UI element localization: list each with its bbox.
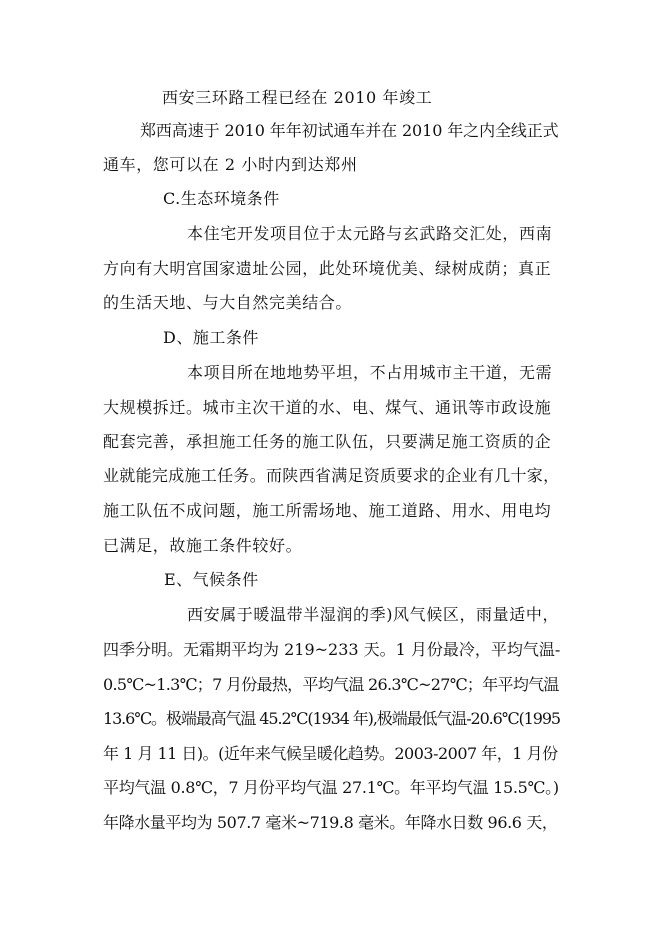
paragraph-construction-line-1: 本项目所在地地势平坦，不占用城市主干道，无需 xyxy=(187,363,553,382)
line-zhengxi-highway: 郑西高速于 2010 年年初试通车并在 2010 年之内全线正式 xyxy=(140,121,559,140)
line-ring-road: 西安三环路工程已经在 2010 年竣工 xyxy=(162,88,433,107)
section-heading-ecology: C.生态环境条件 xyxy=(163,189,280,208)
paragraph-climate-line-1: 西安属于暖温带半湿润的季)风气候区，雨量适中， xyxy=(187,605,560,624)
section-heading-climate: E、气候条件 xyxy=(164,570,259,589)
paragraph-climate-line-6: 平均气温 0.8℃，7 月份平均气温 27.1℃。年平均气温 15.5℃。) xyxy=(103,778,559,797)
paragraph-construction-line-4: 业就能完成施工任务。而陕西省满足资质要求的企业有几十家， xyxy=(103,466,560,485)
paragraph-construction-line-2: 大规模拆迁。城市主次干道的水、电、煤气、通讯等市政设施 xyxy=(103,398,552,417)
paragraph-climate-line-7: 年降水量平均为 507.7 毫米~719.8 毫米。年降水日数 96.6 天， xyxy=(103,813,558,832)
line-zhengxi-highway-cont: 通车，您可以在 2 小时内到达郑州 xyxy=(103,155,358,174)
paragraph-climate-line-2: 四季分明。无霜期平均为 219~233 天。1 月份最冷，平均气温- xyxy=(103,640,561,659)
paragraph-climate-line-5: 年 1 月 11 日)。(近年来气候呈暖化趋势。2003-2007 年，1 月份 xyxy=(103,744,558,763)
paragraph-ecology-line-2: 方向有大明宫国家遗址公园，此处环境优美、绿树成荫；真正 xyxy=(103,259,552,278)
paragraph-climate-line-4: 13.6℃。极端最高气温 45.2℃(1934 年),极端最低气温-20.6℃(1995 xyxy=(103,709,560,728)
paragraph-ecology-line-3: 的生活天地、与大自然完美结合。 xyxy=(103,293,353,312)
paragraph-climate-line-3: 0.5℃~1.3℃；7 月份最热，平均气温 26.3℃~27℃；年平均气温 xyxy=(103,675,559,694)
paragraph-construction-line-3: 配套完善，承担施工任务的施工队伍，只要满足施工资质的企 xyxy=(103,432,552,451)
section-heading-construction: D、施工条件 xyxy=(163,328,259,347)
paragraph-ecology-line-1: 本住宅开发项目位于太元路与玄武路交汇处，西南 xyxy=(187,224,553,243)
paragraph-construction-line-5: 施工队伍不成问题，施工所需场地、施工道路、用水、用电均 xyxy=(103,501,552,520)
paragraph-construction-line-6: 已满足，故施工条件较好。 xyxy=(103,536,303,555)
